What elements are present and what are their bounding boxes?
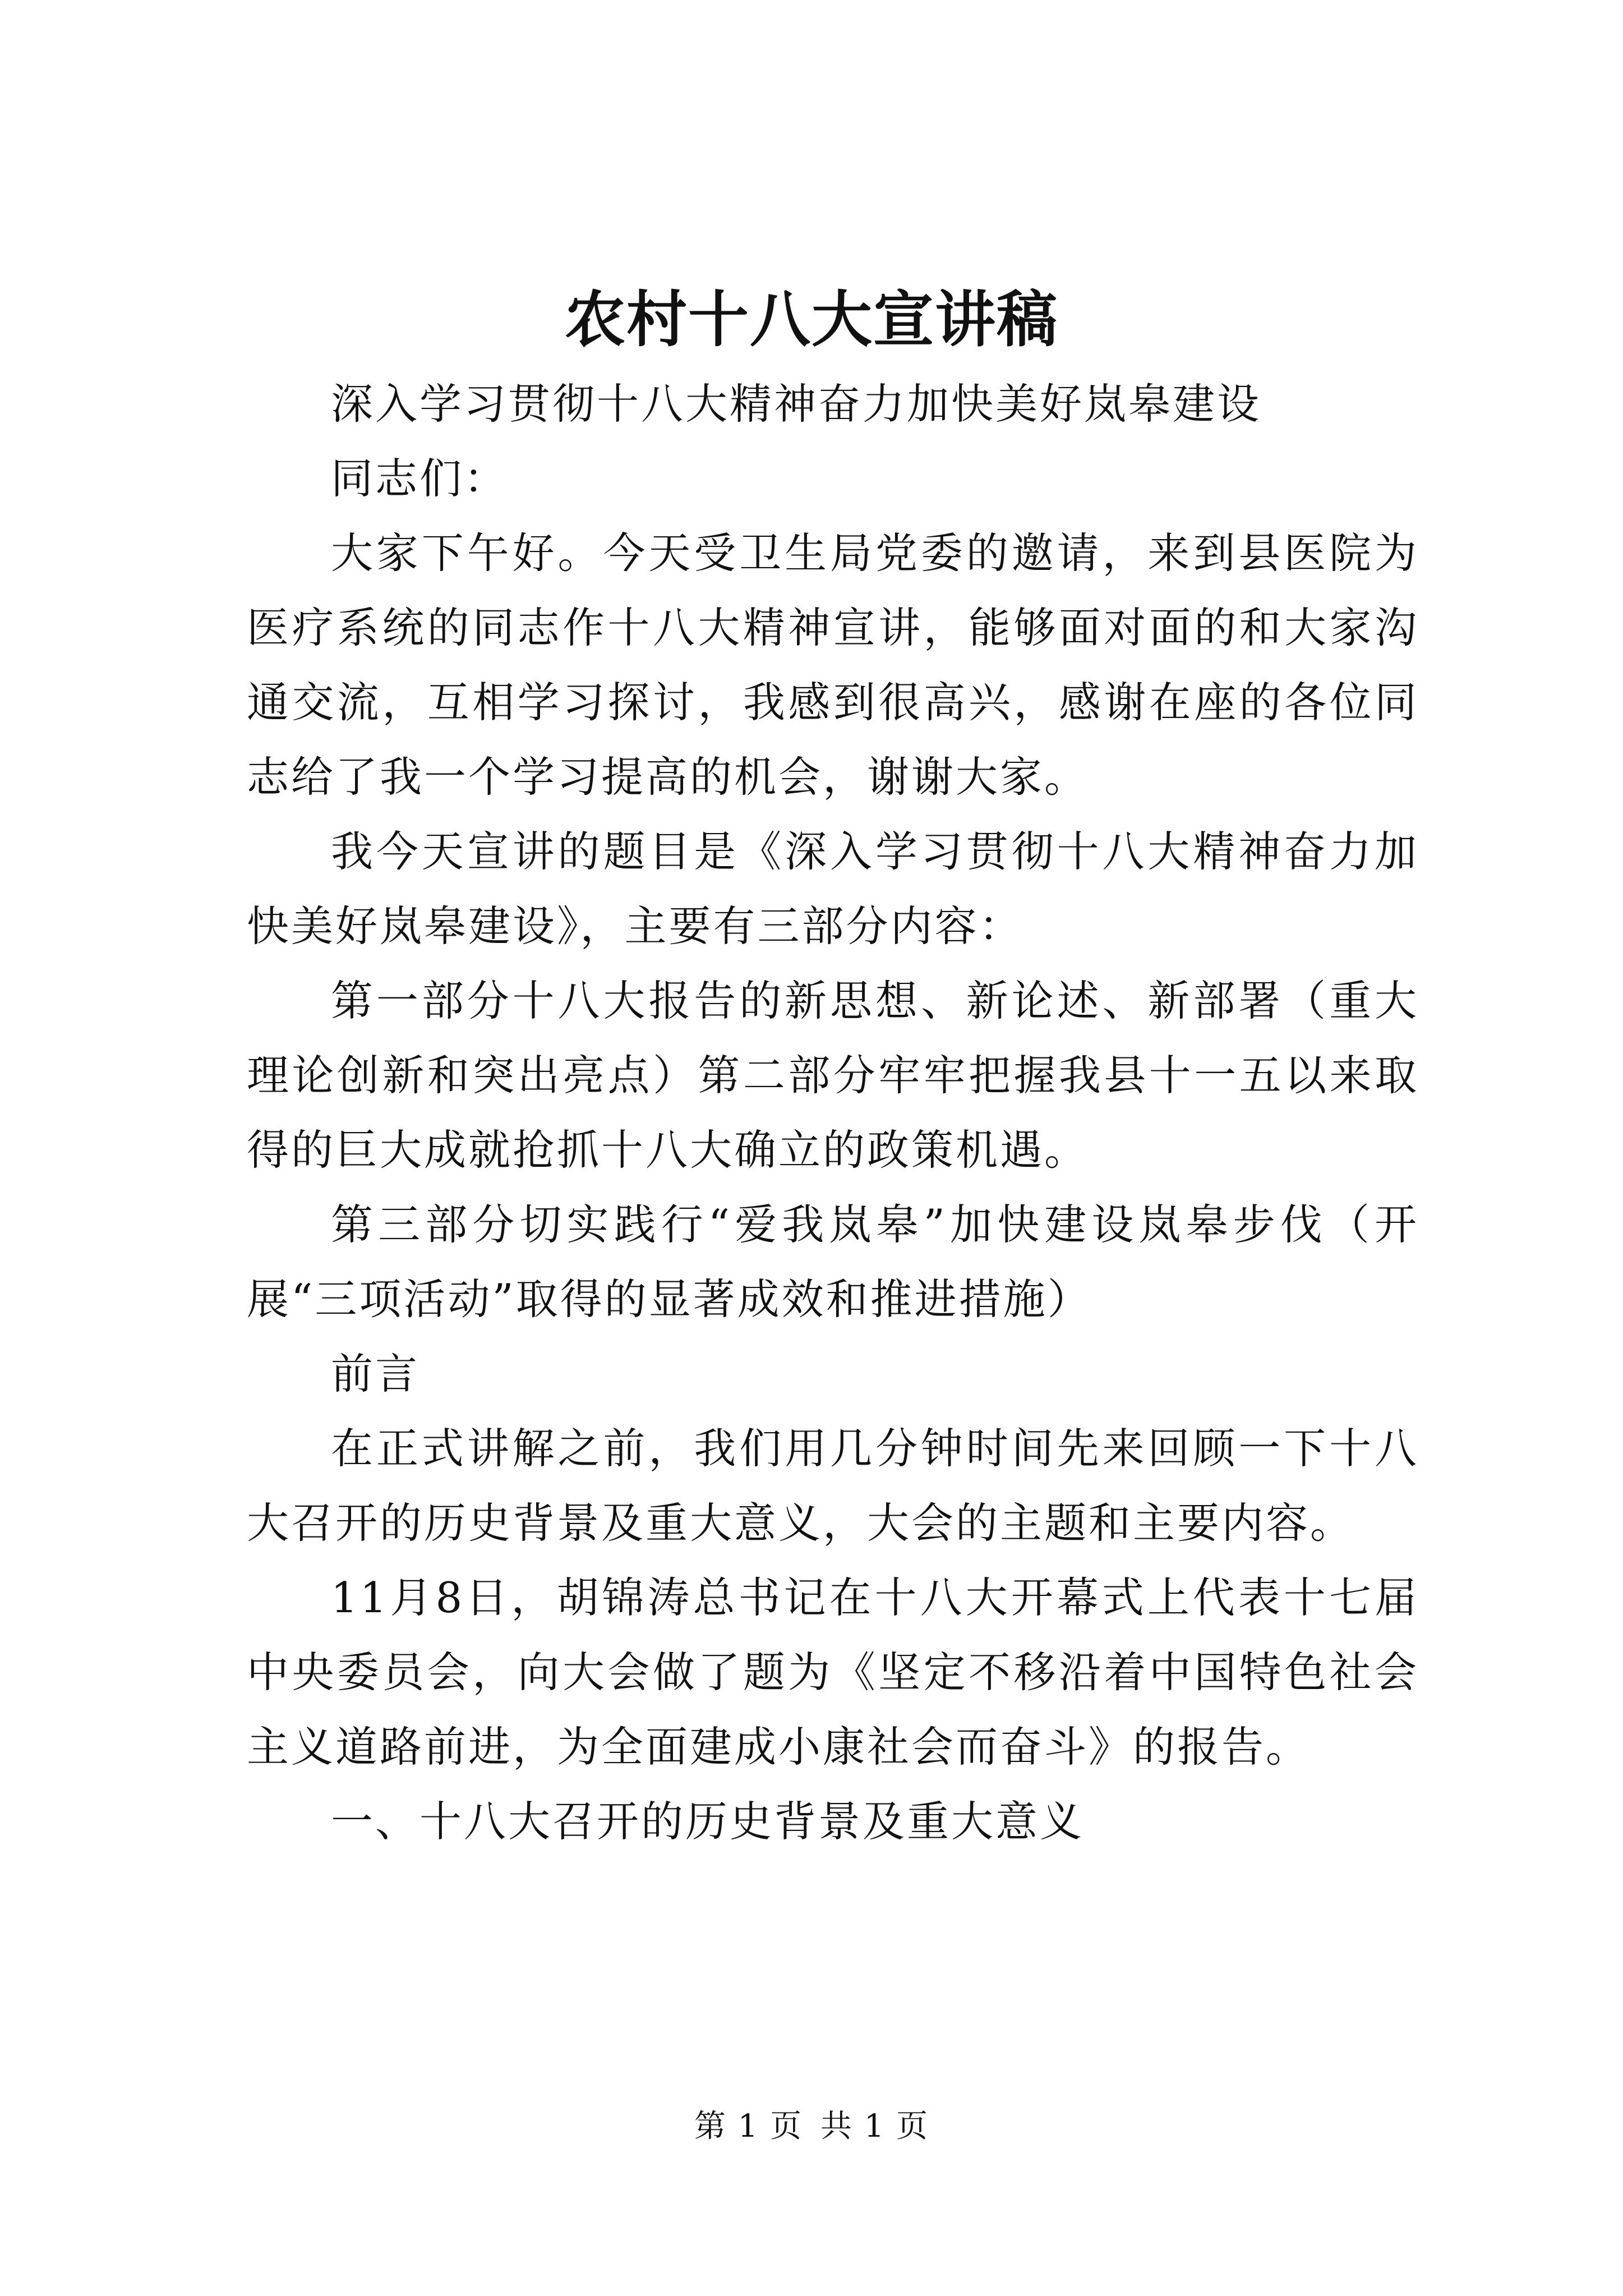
paragraph: 在正式讲解之前，我们用几分钟时间先来回顾一下十八大召开的历史背景及重大意义，大会的主题和主要内容。 xyxy=(247,1424,1419,1548)
document-title: 农村十八大宣讲稿 xyxy=(564,284,1058,355)
section-heading-preface: 前言 xyxy=(331,1349,420,1398)
paragraph: 第三部分切实践行“爱我岚皋”加快建设岚皋步伐（开展“三项活动”取得的显著成效和推进措施） xyxy=(247,1200,1419,1324)
paragraph: 11月8日，胡锦涛总书记在十八大开幕式上代表十七届中央委员会，向大会做了题为《坚定不移沿着中国特色社会主义道路前进，为全面建成小康社会而奋斗》的报告。 xyxy=(247,1573,1419,1772)
paragraph: 大家下午好。今天受卫生局党委的邀请，来到县医院为医疗系统的同志作十八大精神宣讲，能够面对面的和大家沟通交流，互相学习探讨，我感到很高兴，感谢在座的各位同志给了我一个学习提高的机会，谢谢大家。 xyxy=(247,528,1419,802)
page-total: 共 1 页 xyxy=(820,2108,929,2145)
section-heading: 一、十八大召开的历史背景及重大意义 xyxy=(331,1797,1085,1846)
page-footer xyxy=(0,2107,1623,2146)
paragraph: 第一部分十八大报告的新思想、新论述、新部署（重大理论创新和突出亮点）第二部分牢牢把握我县十一五以来取得的巨大成就抢抓十八大确立的政策机遇。 xyxy=(247,976,1419,1175)
paragraph-salutation: 同志们： xyxy=(331,454,509,503)
page-number: 第 1 页 xyxy=(694,2108,803,2145)
paragraph-subtitle: 深入学习贯彻十八大精神奋力加快美好岚皋建设 xyxy=(331,379,1262,429)
paragraph: 我今天宣讲的题目是《深入学习贯彻十八大精神奋力加快美好岚皋建设》，主要有三部分内容： xyxy=(247,827,1419,951)
document-body xyxy=(247,367,1419,1859)
